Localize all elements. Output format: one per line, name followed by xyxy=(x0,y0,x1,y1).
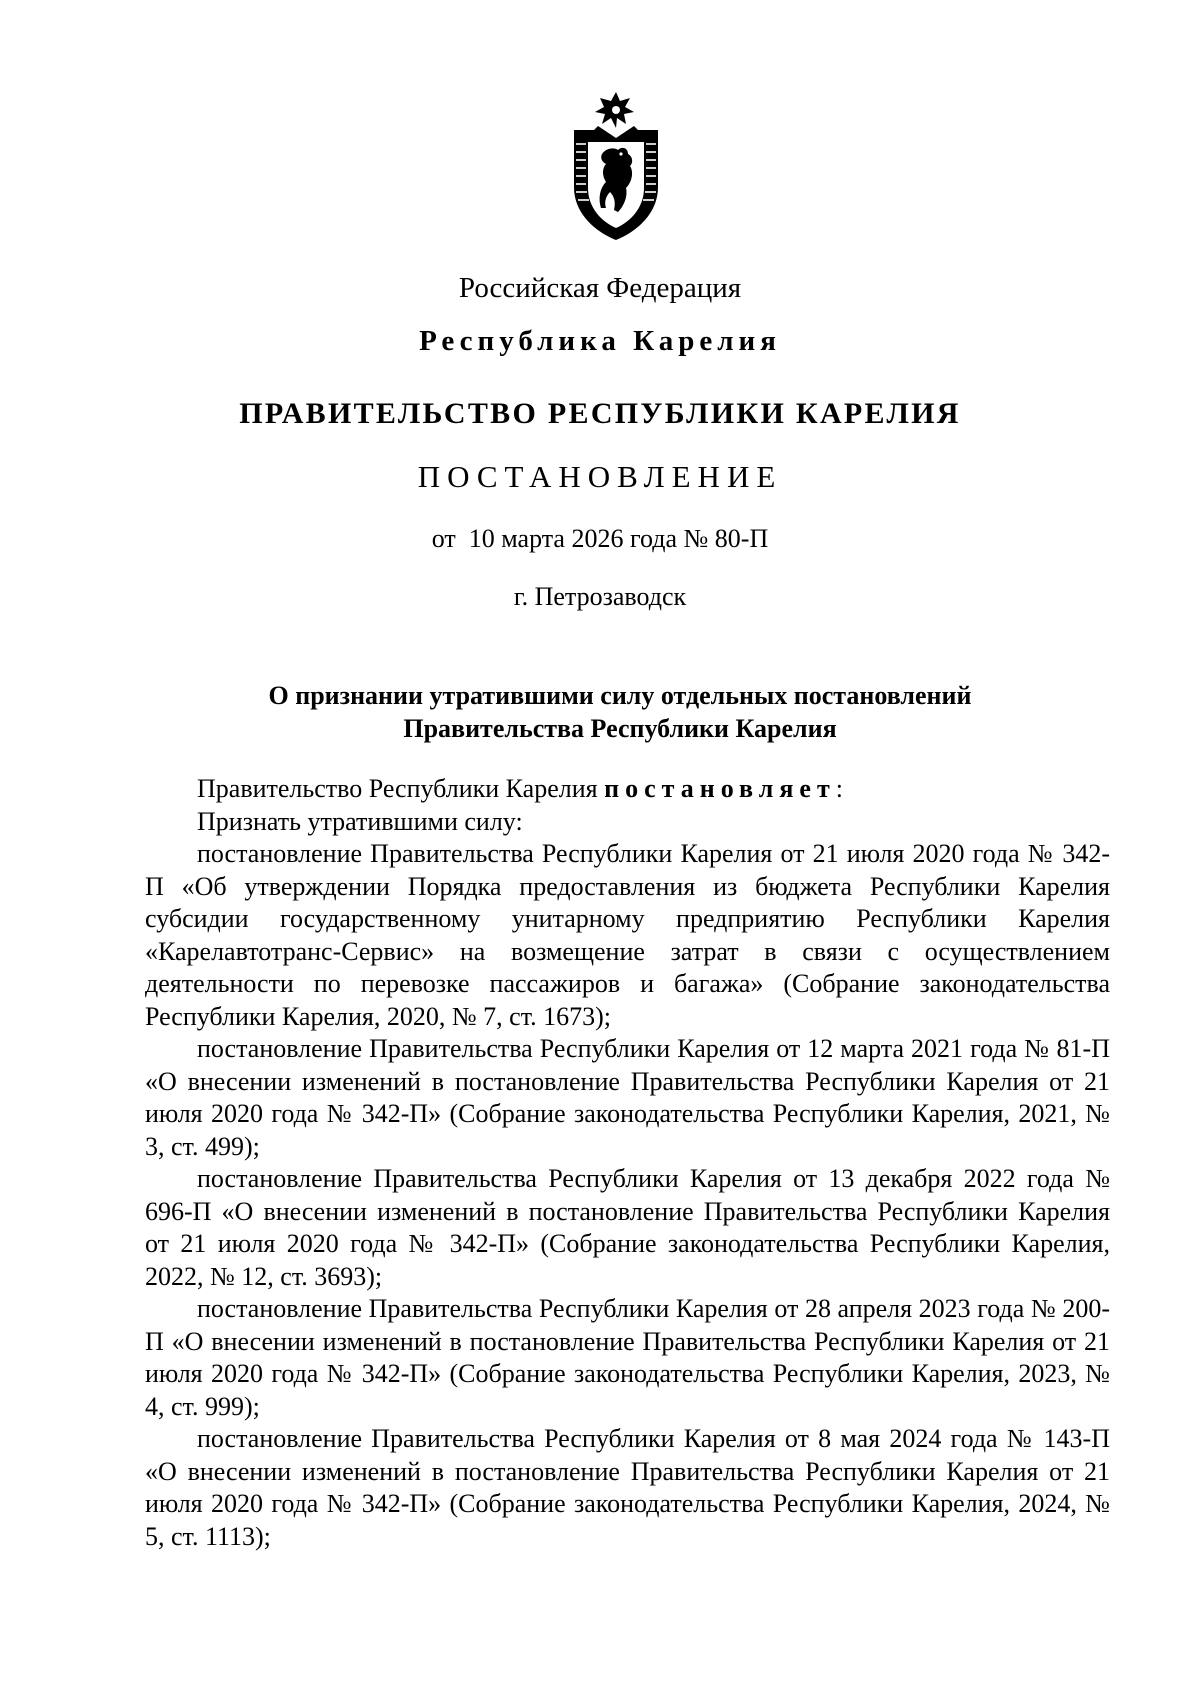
country-name: Российская Федерация xyxy=(458,272,742,304)
document-type: ПОСТАНОВЛЕНИЕ xyxy=(417,459,783,494)
document-city: г. Петрозаводск xyxy=(513,582,687,611)
republic-name: Республика Карелия xyxy=(419,325,781,357)
government-name: ПРАВИТЕЛЬСТВО РЕСПУБЛИКИ КАРЕЛИЯ xyxy=(239,397,961,430)
document-body xyxy=(145,773,1110,1553)
document-date-number: от 10 марта 2026 года № 80-П xyxy=(431,524,769,553)
intro-verb: постановляет xyxy=(604,774,836,803)
title-line-1: О признании утратившими силу отдельных постановлений xyxy=(268,681,972,710)
title-line-2: Правительства Республики Карелия xyxy=(403,714,837,743)
intro-suffix: : xyxy=(835,774,843,803)
repealed-item-4: постановление Правительства Республики Карелия от 28 апреля 2023 года № 200-П «О внесении изменений в постановление Правительства Республики Карелия от 21 июля 2020 года № 342-П» (Собрание законодательства Республики Карелия, 2023, № 4, ст. 999); xyxy=(145,1294,1110,1421)
repealed-item-1: постановление Правительства Республики Карелия от 21 июля 2020 года № 342-П «Об утверждении Порядка предоставления из бюджета Республики Карелия субсидии государственному унитарному предприятию Республики Карелия «Карелавтотранс-Сервис» на возмещение затрат в связи с осуществлением деятельности по перевозке пассажиров и багажа» (Собрание законодательства Республики Карелия, 2020, № 7, ст. 1673); xyxy=(145,839,1110,1031)
intro-paragraph xyxy=(145,773,1110,806)
intro-prefix: Правительство Республики Карелия xyxy=(197,774,605,803)
coat-of-arms-icon xyxy=(566,92,666,242)
document-title xyxy=(145,679,1095,745)
repealed-item-2: постановление Правительства Республики Карелия от 12 марта 2021 года № 81-П «О внесении изменений в постановление Правительства Республики Карелия от 21 июля 2020 года № 342-П» (Собрание законодательства Республики Карелия, 2021, № 3, ст. 499); xyxy=(145,1034,1110,1161)
repealed-item-5: постановление Правительства Республики Карелия от 8 мая 2024 года № 143-П «О внесении изменений в постановление Правительства Республики Карелия от 21 июля 2020 года № 342-П» (Собрание законодательства Республики Карелия, 2024, № 5, ст. 1113); xyxy=(145,1424,1110,1551)
repealed-item-3: постановление Правительства Республики Карелия от 13 декабря 2022 года № 696-П «О внесении изменений в постановление Правительства Республики Карелия от 21 июля 2020 года № 342-П» (Собрание законодательства Республики Карелия, 2022, № 12, ст. 3693); xyxy=(145,1164,1110,1291)
recognize-paragraph: Признать утратившими силу: xyxy=(197,806,523,836)
